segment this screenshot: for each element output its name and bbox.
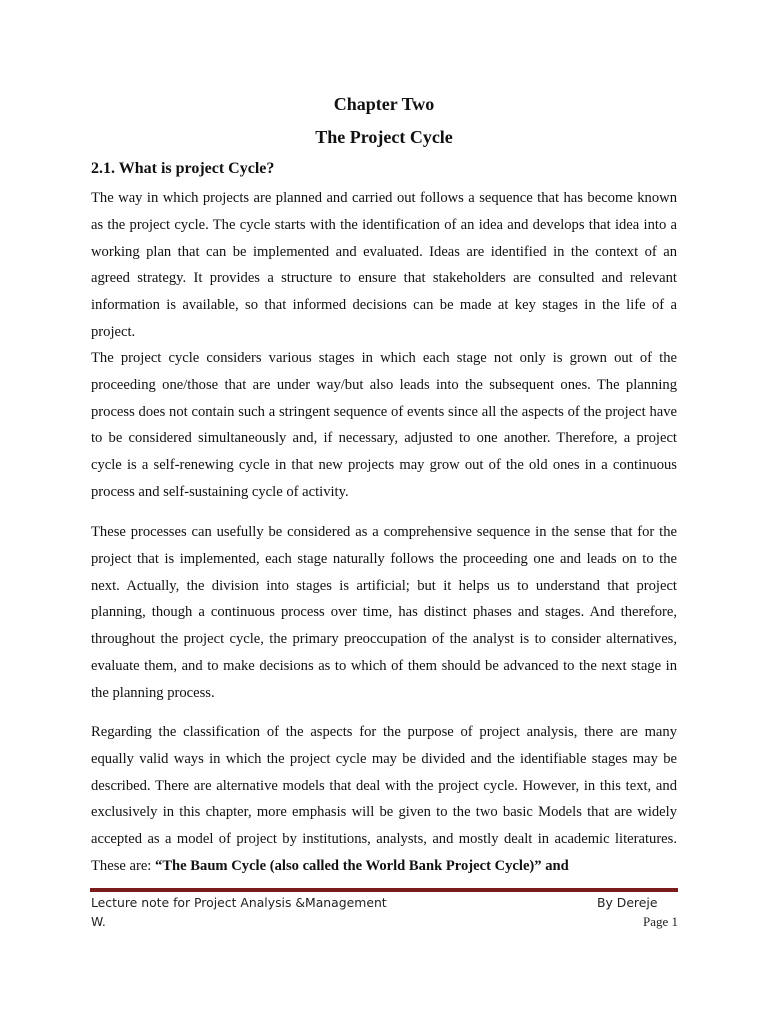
paragraph-3: These processes can usefully be considered as a comprehensive sequence in the sense that for the project that is implemented, each stage naturally follows the proceeding one and leads on to the next. Actually, the division into stages is artificial; but it helps us to understand that project planning, though a continuous process over time, has distinct phases and stages. And therefore, throughout the project cycle, the primary preoccupation of the analyst is to consider alternatives, evaluate them, and to make decisions as to which of them should be advanced to the next stage in the planning process. xyxy=(91,524,677,701)
footer-divider xyxy=(90,888,678,892)
paragraph-1: The way in which projects are planned and carried out follows a sequence that has become known as the project cycle. The cycle starts with the identification of an idea and develops that idea into a working plan that can be implemented and evaluated. Ideas are identified in the context of an agreed strategy. It provides a structure to ensure that stakeholders are consulted and relevant information is available, so that informed decisions can be made at key stages in the life of a project. xyxy=(91,190,677,340)
chapter-label: Chapter Two xyxy=(333,94,435,114)
footer-author: By Dereje xyxy=(597,895,658,910)
paragraph-4-emphasis: “The Baum Cycle (also called the World Bank Project Cycle)” and xyxy=(155,857,569,874)
paragraph-4 xyxy=(91,719,677,880)
footer-author-initial: W. xyxy=(91,914,106,929)
paragraph-2: The project cycle considers various stages in which each stage not only is grown out of the proceeding one/those that are under way/but also leads into the subsequent ones. The planning process does not contain such a stringent sequence of events since all the aspects of the project have to be considered simultaneously and, if necessary, adjusted to one another. Therefore, a project cycle is a self-renewing cycle in that new projects may grow out of the old ones in a continuous process and self-sustaining cycle of activity. xyxy=(91,350,677,500)
page-number: Page 1 xyxy=(642,914,678,929)
chapter-title: The Project Cycle xyxy=(315,127,453,147)
section-heading: 2.1. What is project Cycle? xyxy=(91,160,275,177)
paragraph-4-text: Regarding the classification of the aspects for the purpose of project analysis, there are many equally valid ways in which the project cycle may be divided and the identifiable stages may be described. There are alternative models that deal with the project cycle. However, in this text, and exclusively in this chapter, more emphasis will be given to the two basic Models that are widely accepted as a model of project by institutions, analysts, and mostly dealt in academic literatures. These are: xyxy=(91,724,677,874)
footer-course-title: Lecture note for Project Analysis &Management xyxy=(91,895,387,910)
